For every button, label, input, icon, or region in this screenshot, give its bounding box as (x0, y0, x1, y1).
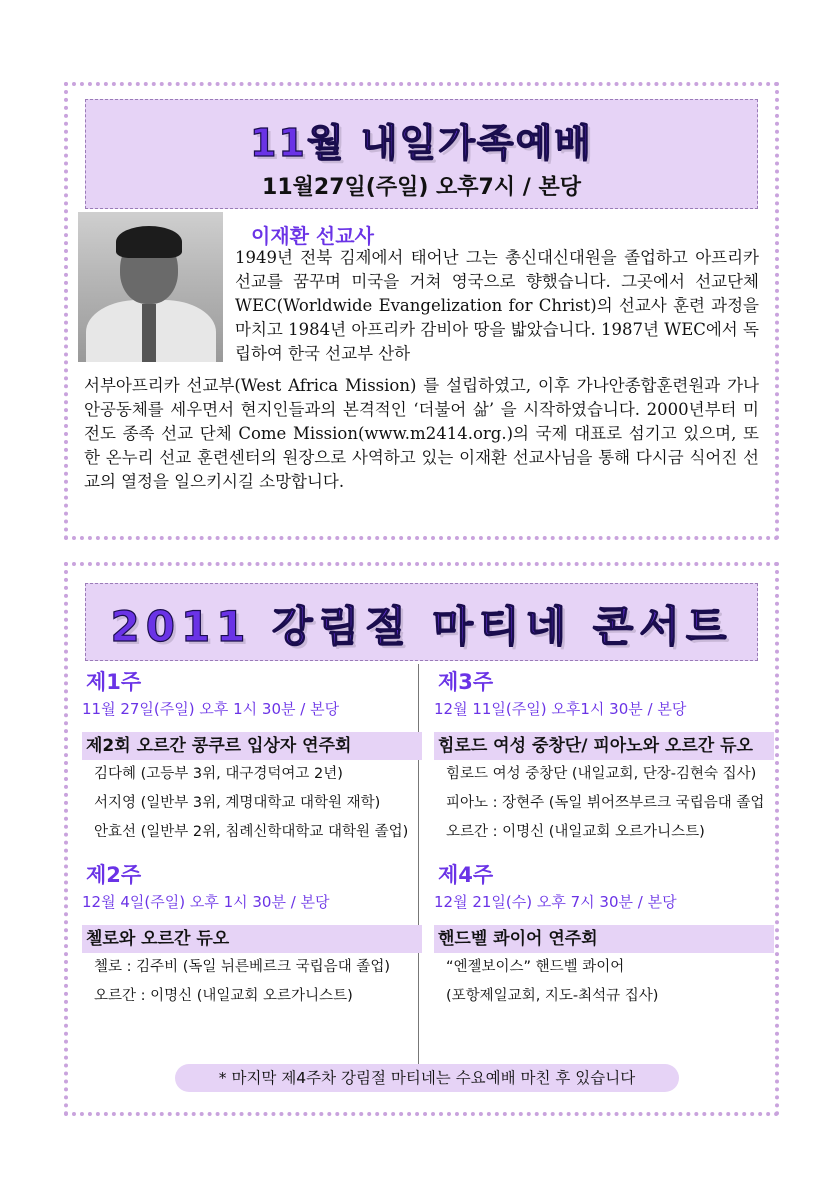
worship-datetime: 11월27일(주일) 오후7시 / 본당 (262, 175, 581, 200)
performer: 오르간 : 이명신 (내일교회 오르가니스트) (94, 988, 353, 1004)
performer: “엔젤보이스” 핸드벨 콰이어 (446, 959, 625, 975)
speaker-bio-top: 1949년 전북 김제에서 태어난 그는 총신대신대원을 졸업하고 아프리카 선교를 꿈꾸며 미국을 거쳐 영국으로 향했습니다. 그곳에서 선교단체 WEC(Worldwide Evangelization for Christ)의 선교사 훈련 과정을 마치고 1984년 아프리카 감비아 땅을 밟았습니다. 1987년 WEC에서 독립하여 한국 선교부 산하 (235, 248, 759, 363)
concert-title: 2011 강림절 마티네 콘서트 (110, 602, 733, 651)
concert-note: * 마지막 제4주차 강림절 마티네는 수요예배 마친 후 있습니다 (175, 1064, 679, 1092)
worship-banner (85, 99, 758, 209)
speaker-name: 이재환 선교사 (251, 224, 374, 248)
week-date: 12월 21일(수) 오후 7시 30분 / 본당 (434, 893, 677, 911)
week-program: 힘로드 여성 중창단/ 피아노와 오르간 듀오 (434, 732, 774, 760)
performer: (포항제일교회, 지도-최석규 집사) (446, 988, 659, 1004)
worship-title: 11월 내일가족예배 (249, 121, 594, 165)
week-program: 제2회 오르간 콩쿠르 입상자 연주회 (82, 732, 422, 760)
worship-section (64, 82, 779, 540)
week-label: 제4주 (438, 863, 494, 887)
week-label: 제3주 (438, 670, 494, 694)
week-label: 제1주 (86, 670, 142, 694)
week-program: 핸드벨 콰이어 연주회 (434, 925, 774, 953)
week-date: 11월 27일(주일) 오후 1시 30분 / 본당 (82, 700, 340, 718)
concert-section (64, 562, 779, 1116)
performer: 힘로드 여성 중창단 (내일교회, 단장-김현숙 집사) (446, 766, 757, 782)
week-date: 12월 4일(주일) 오후 1시 30분 / 본당 (82, 893, 330, 911)
speaker-bio-bottom: 서부아프리카 선교부(West Africa Mission) 를 설립하였고, 이후 가나안종합훈련원과 가나안공동체를 세우면서 현지인들과의 본격적인 ‘더불어 삶’ 을 시작하였습니다. 2000년부터 미전도 종족 선교 단체 Come Mission(www.m2414.org.)의 국제 대표로 섬기고 있으며, 또한 온누리 선교 훈련센터의 원장으로 사역하고 있는 이재환 선교사님을 통해 다시금 식어진 선교의 열정을 일으키시길 소망합니다. (84, 376, 759, 491)
speaker-photo (78, 212, 223, 362)
concert-column-left (82, 668, 422, 1011)
concert-banner (85, 583, 758, 661)
week-program: 첼로와 오르간 듀오 (82, 925, 422, 953)
performer: 피아노 : 장현주 (독일 뷔어쯔부르크 국립음대 졸업 (446, 795, 765, 811)
week-label: 제2주 (86, 863, 142, 887)
performer: 오르간 : 이명신 (내일교회 오르가니스트) (446, 824, 705, 840)
performer: 첼로 : 김주비 (독일 뉘른베르크 국립음대 졸업) (94, 959, 390, 975)
performer: 서지영 (일반부 3위, 계명대학교 대학원 재학) (94, 795, 381, 811)
concert-column-right (434, 668, 774, 1011)
performer: 김다혜 (고등부 3위, 대구경덕여고 2년) (94, 766, 343, 782)
week-date: 12월 11일(주일) 오후1시 30분 / 본당 (434, 700, 687, 718)
performer: 안효선 (일반부 2위, 침례신학대학교 대학원 졸업) (94, 824, 409, 840)
